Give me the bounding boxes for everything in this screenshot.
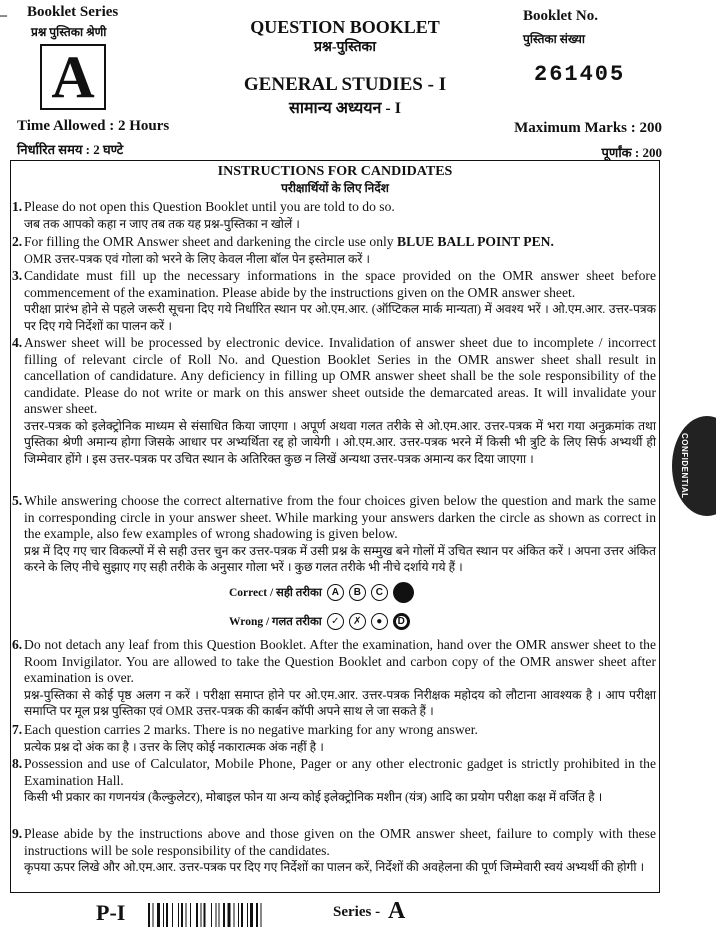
wrong-bubble-dot: ● xyxy=(371,613,388,630)
correct-example xyxy=(229,582,414,603)
booklet-no-label: Booklet No. xyxy=(523,8,598,24)
barcode xyxy=(148,903,300,927)
barcode-bar xyxy=(148,903,150,927)
wrong-bubble-cross: ✗ xyxy=(349,613,366,630)
example-bubble-a: A xyxy=(327,584,344,601)
barcode-bar xyxy=(247,903,248,927)
instruction-number: 7. xyxy=(12,722,23,737)
instruction-text: Do not detach any leaf from this Question Booklet. After the examination, hand over the OMR answer sheet to the Room Invigilator. You are allowed to take the Question Booklet and carbon copy of the OMR answer sheet after examination is over. xyxy=(24,637,656,685)
booklet-no-label-hindi: पुस्तिका संख्या xyxy=(523,32,585,46)
subject-title-hindi: सामान्य अध्ययन - I xyxy=(289,100,401,117)
barcode-bar xyxy=(157,903,160,927)
booklet-title: QUESTION BOOKLET xyxy=(250,17,440,37)
instruction-item xyxy=(24,637,656,720)
instruction-text-hindi: परीक्षा प्रारंभ होने से पहले जरूरी सूचना दिए गये निर्धारित स्थान पर ओ.एम.आर. (ऑप्टिकल मार्क मान्यता) में अवश्य भरें । ओ.एम.आर. उत्तर-पत्रक पर दिए गये निर्देशों का पालन करें । xyxy=(24,302,656,333)
instruction-text-hindi: उत्तर-पत्रक को इलेक्ट्रोनिक माध्यम से संसाधित किया जाएगा । अपूर्ण अथवा गलत तरीके से ओ.एम.आर. उत्तर-पत्रक में भरा गया अनुक्रमांक तथा पुस्तिका श्रेणी अमान्य होगा जिसके आधार पर अभ्यर्थिता रद्द हो जायेगी । ओ.एम.आर. उत्तर-पत्रक भरने में किसी भी त्रुटि के लिए सिर्फ अभ्यर्थी ही जिम्मेवार होंगे । इस उत्तर-पत्रक पर उचित स्थान के अतिरिक्त कुछ न लिखें अन्यथा उत्तर-पत्रक अमान्य कर दिया जाएगा । xyxy=(24,418,656,466)
correct-example-label: Correct / सही तरीका xyxy=(229,587,322,599)
wrong-bubble-tick: ✓ xyxy=(327,613,344,630)
instruction-text-hindi: कृपया ऊपर लिखे और ओ.एम.आर. उत्तर-पत्रक पर दिए गए निर्देशों का पालन करें, निर्देशों की अवहेलना की पूर्ण जिम्मेवारी स्वयं अभ्यर्थी की होगी । xyxy=(24,860,645,874)
instruction-text: For filling the OMR Answer sheet and darkening the circle use only xyxy=(24,234,394,249)
booklet-title-hindi: प्रश्न-पुस्तिका xyxy=(314,40,376,55)
instruction-number: 2. xyxy=(12,234,23,249)
instruction-text-hindi: जब तक आपको कहा न जाए तब तक यह प्रश्न-पुस्तिका न खोलें । xyxy=(24,216,300,231)
instructions-title-hindi: परीक्षार्थियों के लिए निर्देश xyxy=(281,181,389,195)
instruction-number: 4. xyxy=(12,335,23,350)
wrong-example-label: Wrong / गलत तरीका xyxy=(229,616,322,628)
barcode-bar xyxy=(201,903,202,927)
footer-series-letter: A xyxy=(388,898,406,924)
series-letter-box: A xyxy=(40,44,106,110)
booklet-number: 261405 xyxy=(534,62,626,87)
instruction-text-hindi: किसी भी प्रकार का गणनयंत्र (कैल्कुलेटर), मोबाइल फोन या अन्य कोई इलेक्ट्रोनिक मशीन (यंत्र) आदि का प्रयोग परीक्षा कक्ष में वर्जित है । xyxy=(24,790,603,804)
instruction-text: Each question carries 2 marks. There is no negative marking for any wrong answer. xyxy=(24,722,478,737)
barcode-bar xyxy=(204,903,206,927)
instruction-item xyxy=(24,493,656,576)
barcode-bar xyxy=(250,903,253,927)
barcode-bar xyxy=(178,903,179,927)
barcode-bar xyxy=(234,903,235,927)
booklet-series-label: Booklet Series xyxy=(27,4,119,20)
instruction-item xyxy=(24,335,656,467)
instruction-text-hindi: प्रत्येक प्रश्न दो अंक का है । उत्तर के लिए कोई नकारात्मक अंक नहीं है । xyxy=(24,739,324,754)
barcode-bar xyxy=(228,903,231,927)
barcode-bar xyxy=(256,903,258,927)
instruction-item xyxy=(24,199,656,232)
barcode-bar xyxy=(181,903,183,927)
barcode-bar xyxy=(166,903,168,927)
barcode-bar xyxy=(211,903,212,927)
barcode-bar xyxy=(172,903,173,927)
instruction-item xyxy=(24,826,656,876)
instruction-number: 1. xyxy=(12,199,23,214)
instruction-text-hindi: OMR उत्तर-पत्रक एवं गोला को भरने के लिए केवल नीला बॉल पेन इस्तेमाल करें । xyxy=(24,251,371,266)
instruction-item xyxy=(24,234,656,267)
barcode-bar xyxy=(196,903,198,927)
barcode-bar xyxy=(163,903,164,927)
instruction-text-emphasis: BLUE BALL POINT PEN. xyxy=(397,234,554,249)
time-allowed-hindi: निर्धारित समय : 2 घण्टे xyxy=(17,142,124,157)
instructions-heading xyxy=(11,163,659,196)
wrong-example xyxy=(229,613,410,630)
maximum-marks: Maximum Marks : 200 xyxy=(514,120,662,136)
example-bubble-c: C xyxy=(371,584,388,601)
instructions-box xyxy=(10,160,660,893)
barcode-bar xyxy=(223,903,225,927)
instruction-text: Candidate must fill up the necessary informations in the space provided on the OMR answer sheet before commencement of the examination. Please abide by the instructions given on the OMR answer sheet. xyxy=(24,268,656,300)
footer-series-label: Series - xyxy=(333,904,381,920)
barcode-bar xyxy=(190,903,191,927)
instruction-text: Answer sheet will be processed by electronic device. Invalidation of answer sheet due to incomplete / incorrect filling of relevant circle of Roll No. and Question Booklet Series in the OMR answer sheet shall result in cancellation of candidature. Any deficiency in filling up OMR answer sheet shall be the sole responsibility of the candidate. Please do not write or mark on this answer sheet outside the demarcated areas. It will invalidate your answer sheet. xyxy=(24,335,656,416)
instruction-number: 9. xyxy=(12,826,23,841)
example-bubble-b: B xyxy=(349,584,366,601)
barcode-bar xyxy=(219,903,220,927)
top-dash: – xyxy=(0,8,7,23)
wrong-bubble-partial: D xyxy=(393,613,410,630)
instruction-text: While answering choose the correct alternative from the four choices given below the question and mark the same in corresponding circle in your answer sheet. While marking your answers darken the circle as shown as correct in the example, also few examples of wrong shadowing is given below. xyxy=(24,493,656,541)
instruction-text: Possession and use of Calculator, Mobile Phone, Pager or any other electronic gadget is strictly prohibited in the Examination Hall. xyxy=(24,756,656,788)
instruction-text-hindi: प्रश्न में दिए गए चार विकल्पों में से सही उत्तर चुन कर उत्तर-पत्रक में उसी प्रश्न के सम्मुख बने गोलों में उचित स्थान पर अंकित करें । अपना उत्तर अंकित करने के लिए नीचे सुझाए गए सही तरीके के अनुसार गोला भरें । कुछ गलत तरीके भी नीचे दर्शाये गये हैं । xyxy=(24,543,656,574)
subject-title: GENERAL STUDIES - I xyxy=(243,74,447,95)
booklet-series-label-hindi: प्रश्न पुस्तिका श्रेणी xyxy=(31,25,107,39)
confidential-seal-text: CONFIDENTIAL xyxy=(680,433,689,499)
instruction-number: 3. xyxy=(12,268,23,283)
instruction-text: Please abide by the instructions above and those given on the OMR answer sheet, failure to comply with these instructions will be sole responsibility of the candidates. xyxy=(24,826,656,858)
example-bubble-filled xyxy=(393,582,414,603)
barcode-bar xyxy=(216,903,217,927)
booklet-heading xyxy=(200,16,490,119)
instruction-number: 8. xyxy=(12,756,23,771)
instruction-text-hindi: प्रश्न-पुस्तिका से कोई पृष्ठ अलग न करें । परीक्षा समाप्त होने पर ओ.एम.आर. उत्तर-पत्रक निरीक्षक महोदय को लौटाना आवश्यक है । आप परीक्षा समाप्ति पर मूल प्रश्न पुस्तिका एवं OMR उत्तर-पत्रक की कार्बन कॉपी अपने साथ ले जा सकते हैं । xyxy=(24,687,656,718)
barcode-bar xyxy=(186,903,187,927)
instructions-title: INSTRUCTIONS FOR CANDIDATES xyxy=(217,164,453,179)
barcode-bar xyxy=(261,903,262,927)
barcode-bar xyxy=(153,903,154,927)
confidential-seal xyxy=(672,416,716,516)
maximum-marks-hindi: पूर्णांक : 200 xyxy=(601,145,662,160)
instruction-item xyxy=(24,722,656,755)
instruction-item xyxy=(24,756,656,806)
instruction-number: 6. xyxy=(12,637,23,652)
instruction-number: 5. xyxy=(12,493,23,508)
time-allowed: Time Allowed : 2 Hours xyxy=(17,118,170,134)
instruction-item xyxy=(24,268,656,334)
paper-code: P-I xyxy=(96,900,126,925)
barcode-bar xyxy=(241,903,243,927)
instruction-text: Please do not open this Question Booklet until you are told to do so. xyxy=(24,199,395,214)
barcode-bar xyxy=(238,903,239,927)
